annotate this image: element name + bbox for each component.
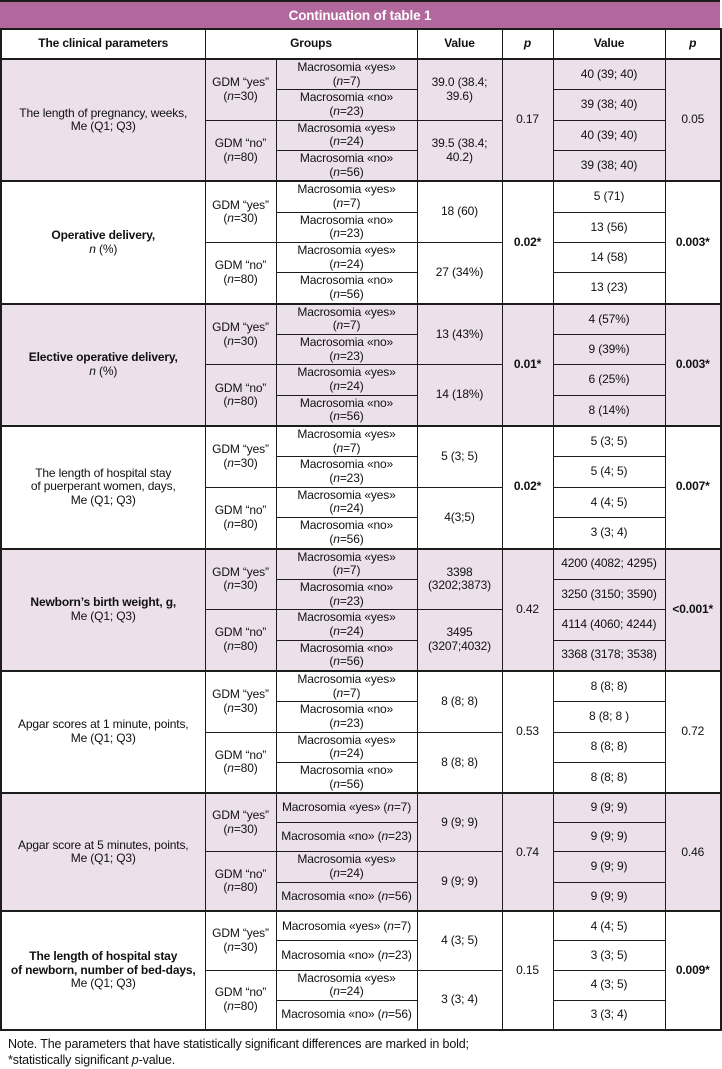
value-macrosomia-cell: 3250 (3150; 3590) <box>553 579 665 609</box>
table-header <box>1 29 721 59</box>
parameter-cell: Apgar scores at 1 minute, points, Me (Q1; Q3) <box>1 671 205 793</box>
parameter-cell: Operative delivery, n (%) <box>1 181 205 303</box>
gdm-group-cell: GDM “yes” (n=30) <box>205 304 276 365</box>
value-macrosomia-cell: 5 (4; 5) <box>553 457 665 487</box>
macrosomia-group-cell: Macrosomia «no» (n=23) <box>276 941 417 970</box>
gdm-group-cell: GDM “yes” (n=30) <box>205 671 276 732</box>
table-title: Continuation of table 1 <box>288 7 432 23</box>
p-value-macrosomia-cell: 0.72 <box>665 671 721 793</box>
value-gdm-cell: 13 (43%) <box>417 304 502 365</box>
value-macrosomia-cell: 3 (3; 4) <box>553 518 665 549</box>
value-macrosomia-cell: 8 (8; 8) <box>553 671 665 702</box>
macrosomia-group-cell: Macrosomia «yes» (n=7) <box>276 426 417 457</box>
value-macrosomia-cell: 8 (8; 8) <box>553 732 665 762</box>
p-value-macrosomia-cell: 0.007* <box>665 426 721 548</box>
gdm-group-cell: GDM “no” (n=80) <box>205 120 276 181</box>
macrosomia-group-cell: Macrosomia «no» (n=56) <box>276 518 417 549</box>
gdm-group-cell: GDM “yes” (n=30) <box>205 793 276 852</box>
macrosomia-group-cell: Macrosomia «no» (n=56) <box>276 1000 417 1029</box>
macrosomia-group-cell: Macrosomia «yes» (n=7) <box>276 181 417 212</box>
header-value-2: Value <box>553 29 665 59</box>
value-macrosomia-cell: 6 (25%) <box>553 365 665 395</box>
value-gdm-cell: 9 (9; 9) <box>417 852 502 912</box>
p-value-macrosomia-cell: <0.001* <box>665 549 721 671</box>
macrosomia-group-cell: Macrosomia «no» (n=56) <box>276 273 417 304</box>
value-macrosomia-cell: 8 (8; 8) <box>553 762 665 793</box>
p-value-gdm-cell: 0.02* <box>502 181 553 303</box>
value-gdm-cell: 8 (8; 8) <box>417 671 502 732</box>
macrosomia-group-cell: Macrosomia «yes» (n=24) <box>276 852 417 882</box>
gdm-group-cell: GDM “no” (n=80) <box>205 852 276 912</box>
macrosomia-group-cell: Macrosomia «no» (n=23) <box>276 579 417 609</box>
parameter-cell: The length of hospital stay of puerperant women, days, Me (Q1; Q3) <box>1 426 205 548</box>
value-macrosomia-cell: 40 (39; 40) <box>553 120 665 150</box>
macrosomia-group-cell: Macrosomia «no» (n=56) <box>276 151 417 182</box>
value-macrosomia-cell: 4 (4; 5) <box>553 911 665 940</box>
value-macrosomia-cell: 3368 (3178; 3538) <box>553 640 665 671</box>
gdm-group-cell: GDM “yes” (n=30) <box>205 911 276 970</box>
header-value-1: Value <box>417 29 502 59</box>
parameter-cell: Newborn’s birth weight, g, Me (Q1; Q3) <box>1 549 205 671</box>
gdm-group-cell: GDM “yes” (n=30) <box>205 549 276 610</box>
value-macrosomia-cell: 4114 (4060; 4244) <box>553 610 665 640</box>
macrosomia-group-cell: Macrosomia «yes» (n=7) <box>276 911 417 940</box>
gdm-group-cell: GDM “no” (n=80) <box>205 365 276 426</box>
macrosomia-group-cell: Macrosomia «no» (n=23) <box>276 457 417 487</box>
value-macrosomia-cell: 4 (3; 5) <box>553 970 665 1000</box>
p-value-macrosomia-cell: 0.009* <box>665 911 721 1029</box>
value-macrosomia-cell: 4200 (4082; 4295) <box>553 549 665 580</box>
p-value-gdm-cell: 0.17 <box>502 59 553 181</box>
value-gdm-cell: 3398 (3202;3873) <box>417 549 502 610</box>
value-macrosomia-cell: 4 (4; 5) <box>553 487 665 517</box>
table-body <box>1 59 721 1030</box>
value-gdm-cell: 18 (60) <box>417 181 502 242</box>
p-value-gdm-cell: 0.74 <box>502 793 553 911</box>
value-macrosomia-cell: 39 (38; 40) <box>553 90 665 120</box>
macrosomia-group-cell: Macrosomia «no» (n=23) <box>276 823 417 852</box>
clinical-parameters-table <box>0 28 722 1031</box>
gdm-group-cell: GDM “yes” (n=30) <box>205 59 276 120</box>
header-clinical-parameters: The clinical parameters <box>1 29 205 59</box>
p-value-gdm-cell: 0.42 <box>502 549 553 671</box>
value-macrosomia-cell: 9 (9; 9) <box>553 823 665 852</box>
macrosomia-group-cell: Macrosomia «no» (n=56) <box>276 640 417 671</box>
macrosomia-group-cell: Macrosomia «yes» (n=7) <box>276 59 417 90</box>
macrosomia-group-cell: Macrosomia «no» (n=56) <box>276 762 417 793</box>
gdm-group-cell: GDM “no” (n=80) <box>205 487 276 548</box>
p-value-macrosomia-cell: 0.05 <box>665 59 721 181</box>
value-macrosomia-cell: 4 (57%) <box>553 304 665 335</box>
value-macrosomia-cell: 8 (8; 8 ) <box>553 702 665 732</box>
macrosomia-group-cell: Macrosomia «no» (n=23) <box>276 90 417 120</box>
value-macrosomia-cell: 8 (14%) <box>553 395 665 426</box>
p-value-macrosomia-cell: 0.46 <box>665 793 721 911</box>
value-gdm-cell: 9 (9; 9) <box>417 793 502 852</box>
gdm-group-cell: GDM “yes” (n=30) <box>205 426 276 487</box>
value-gdm-cell: 14 (18%) <box>417 365 502 426</box>
parameter-cell: The length of hospital stay of newborn, number of bed-days, Me (Q1; Q3) <box>1 911 205 1029</box>
value-gdm-cell: 3495 (3207;4032) <box>417 610 502 671</box>
macrosomia-group-cell: Macrosomia «no» (n=56) <box>276 395 417 426</box>
value-macrosomia-cell: 5 (71) <box>553 181 665 212</box>
gdm-group-cell: GDM “no” (n=80) <box>205 970 276 1030</box>
gdm-group-cell: GDM “no” (n=80) <box>205 732 276 793</box>
macrosomia-group-cell: Macrosomia «yes» (n=24) <box>276 970 417 1000</box>
macrosomia-group-cell: Macrosomia «yes» (n=24) <box>276 732 417 762</box>
gdm-group-cell: GDM “yes” (n=30) <box>205 181 276 242</box>
table-row <box>1 426 721 457</box>
macrosomia-group-cell: Macrosomia «no» (n=23) <box>276 212 417 242</box>
table-row <box>1 911 721 940</box>
macrosomia-group-cell: Macrosomia «yes» (n=24) <box>276 610 417 640</box>
value-gdm-cell: 39.5 (38.4; 40.2) <box>417 120 502 181</box>
value-macrosomia-cell: 5 (3; 5) <box>553 426 665 457</box>
footnote-line-2: *statistically significant p-value. <box>8 1053 176 1068</box>
p-value-macrosomia-cell: 0.003* <box>665 181 721 303</box>
value-gdm-cell: 3 (3; 4) <box>417 970 502 1030</box>
value-macrosomia-cell: 3 (3; 4) <box>553 1000 665 1029</box>
gdm-group-cell: GDM “no” (n=80) <box>205 610 276 671</box>
value-macrosomia-cell: 39 (38; 40) <box>553 151 665 182</box>
table-row <box>1 59 721 90</box>
value-macrosomia-cell: 9 (39%) <box>553 335 665 365</box>
gdm-group-cell: GDM “no” (n=80) <box>205 243 276 304</box>
footnote-line-1: Note. The parameters that have statistically significant differences are marked in bold; <box>8 1036 469 1051</box>
macrosomia-group-cell: Macrosomia «yes» (n=24) <box>276 365 417 395</box>
header-groups: Groups <box>205 29 417 59</box>
macrosomia-group-cell: Macrosomia «yes» (n=7) <box>276 304 417 335</box>
macrosomia-group-cell: Macrosomia «yes» (n=24) <box>276 243 417 273</box>
table-title-bar <box>0 0 720 28</box>
macrosomia-group-cell: Macrosomia «yes» (n=24) <box>276 487 417 517</box>
value-gdm-cell: 39.0 (38.4; 39.6) <box>417 59 502 120</box>
value-macrosomia-cell: 13 (23) <box>553 273 665 304</box>
table-row <box>1 671 721 702</box>
p-value-macrosomia-cell: 0.003* <box>665 304 721 426</box>
parameter-cell: Apgar score at 5 minutes, points, Me (Q1; Q3) <box>1 793 205 911</box>
value-gdm-cell: 27 (34%) <box>417 243 502 304</box>
table-row <box>1 549 721 580</box>
macrosomia-group-cell: Macrosomia «no» (n=23) <box>276 335 417 365</box>
macrosomia-group-cell: Macrosomia «yes» (n=7) <box>276 549 417 580</box>
value-gdm-cell: 4 (3; 5) <box>417 911 502 970</box>
header-row <box>1 29 721 59</box>
value-gdm-cell: 8 (8; 8) <box>417 732 502 793</box>
macrosomia-group-cell: Macrosomia «yes» (n=7) <box>276 671 417 702</box>
macrosomia-group-cell: Macrosomia «no» (n=56) <box>276 882 417 911</box>
value-macrosomia-cell: 40 (39; 40) <box>553 59 665 90</box>
p-value-gdm-cell: 0.53 <box>502 671 553 793</box>
table-row <box>1 793 721 822</box>
value-macrosomia-cell: 9 (9; 9) <box>553 882 665 911</box>
value-macrosomia-cell: 14 (58) <box>553 243 665 273</box>
p-value-gdm-cell: 0.15 <box>502 911 553 1029</box>
table-footnote <box>0 1031 720 1069</box>
value-gdm-cell: 5 (3; 5) <box>417 426 502 487</box>
parameter-cell: Elective operative delivery, n (%) <box>1 304 205 426</box>
value-macrosomia-cell: 9 (9; 9) <box>553 852 665 882</box>
p-value-gdm-cell: 0.01* <box>502 304 553 426</box>
p-value-gdm-cell: 0.02* <box>502 426 553 548</box>
header-p-1: p <box>502 29 553 59</box>
header-p-2: p <box>665 29 721 59</box>
parameter-cell: The length of pregnancy, weeks, Me (Q1; Q3) <box>1 59 205 181</box>
value-macrosomia-cell: 13 (56) <box>553 212 665 242</box>
value-macrosomia-cell: 9 (9; 9) <box>553 793 665 822</box>
value-gdm-cell: 4(3;5) <box>417 487 502 548</box>
table-row <box>1 304 721 335</box>
macrosomia-group-cell: Macrosomia «yes» (n=7) <box>276 793 417 822</box>
macrosomia-group-cell: Macrosomia «yes» (n=24) <box>276 120 417 150</box>
value-macrosomia-cell: 3 (3; 5) <box>553 941 665 970</box>
macrosomia-group-cell: Macrosomia «no» (n=23) <box>276 702 417 732</box>
table-row <box>1 181 721 212</box>
